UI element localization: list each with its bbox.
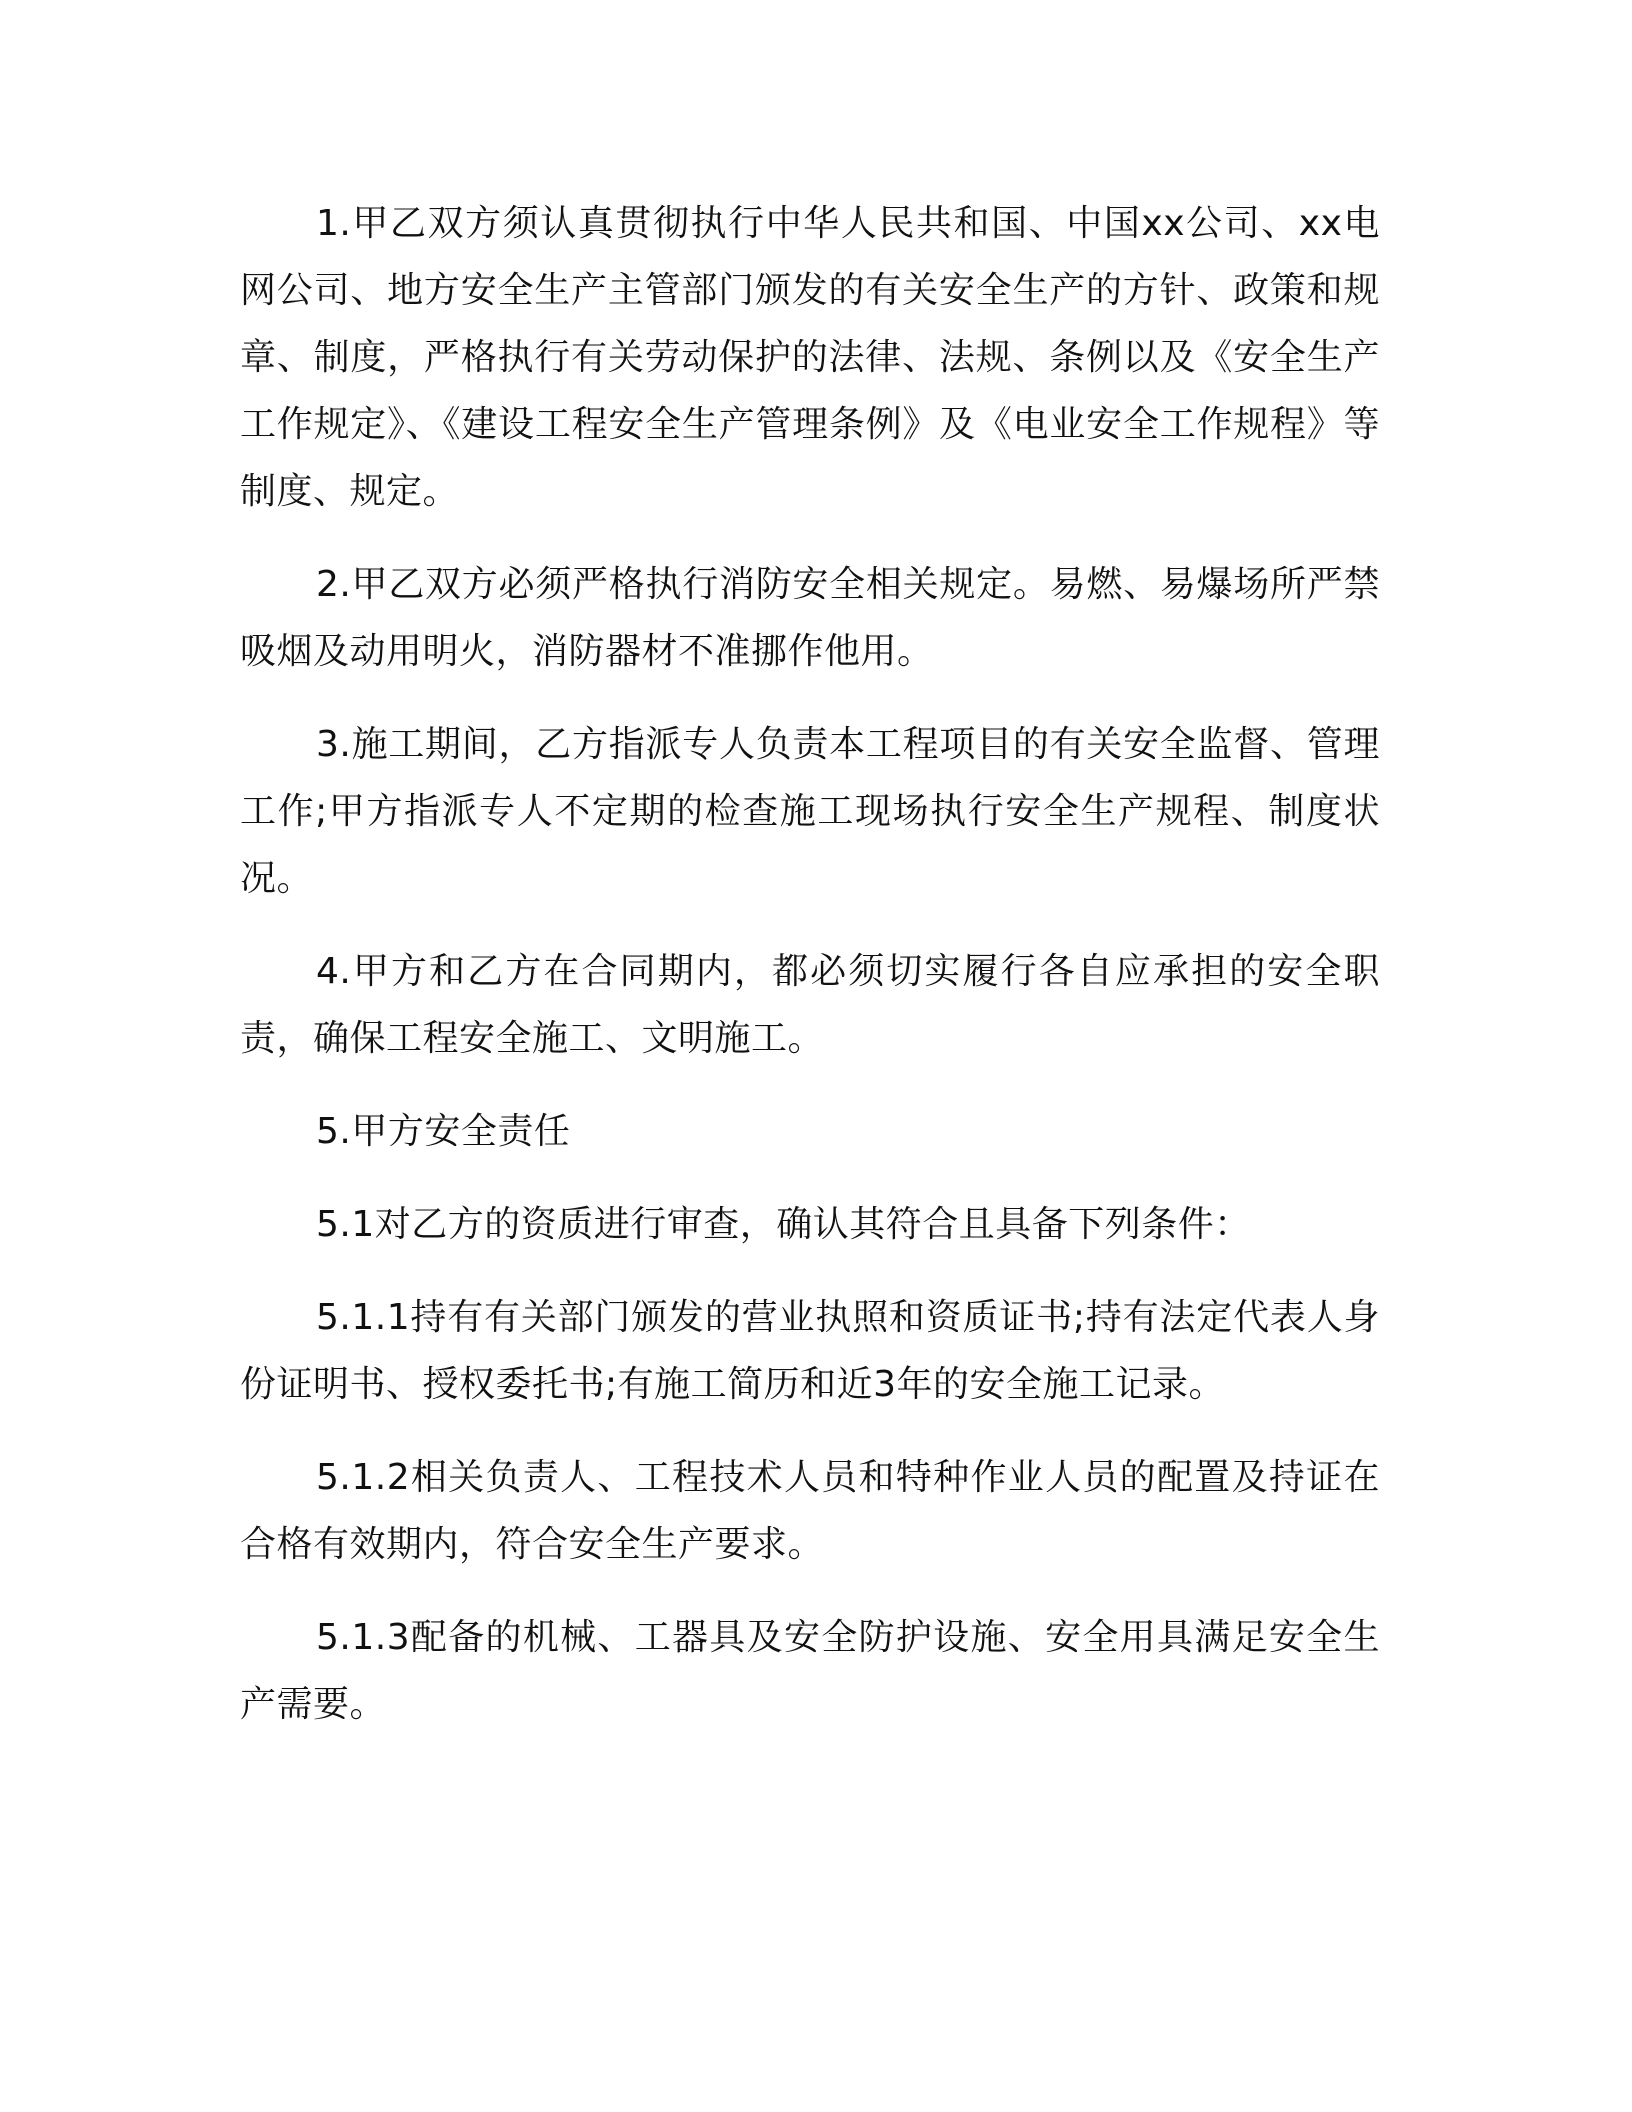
paragraph-4: 4.甲方和乙方在合同期内，都必须切实履行各自应承担的安全职责，确保工程安全施工、文明施工。 — [240, 951, 1380, 1059]
paragraph-5-1-1: 5.1.1持有有关部门颁发的营业执照和资质证书;持有法定代表人身份证明书、授权委托书;有施工简历和近3年的安全施工记录。 — [240, 1297, 1380, 1405]
paragraph-5-1-2: 5.1.2相关负责人、工程技术人员和特种作业人员的配置及持证在合格有效期内，符合安全生产要求。 — [240, 1457, 1380, 1565]
paragraph-1: 1.甲乙双方须认真贯彻执行中华人民共和国、中国xx公司、xx电网公司、地方安全生产主管部门颁发的有关安全生产的方针、政策和规章、制度，严格执行有关劳动保护的法律、法规、条例以及《安全生产工作规定》、《建设工程安全生产管理条例》及《电业安全工作规程》等制度、规定。 — [240, 203, 1380, 512]
paragraph-3: 3.施工期间，乙方指派专人负责本工程项目的有关安全监督、管理工作;甲方指派专人不定期的检查施工现场执行安全生产规程、制度状况。 — [240, 724, 1380, 899]
paragraph-5-1: 5.1对乙方的资质进行审查，确认其符合且具备下列条件： — [316, 1204, 1251, 1245]
section-heading-5: 5.甲方安全责任 — [316, 1111, 571, 1152]
paragraph-5-1-3: 5.1.3配备的机械、工器具及安全防护设施、安全用具满足安全生产需要。 — [240, 1617, 1380, 1725]
document-body — [240, 190, 1380, 1764]
paragraph-2: 2.甲乙双方必须严格执行消防安全相关规定。易燃、易爆场所严禁吸烟及动用明火，消防器材不准挪作他用。 — [240, 564, 1380, 672]
